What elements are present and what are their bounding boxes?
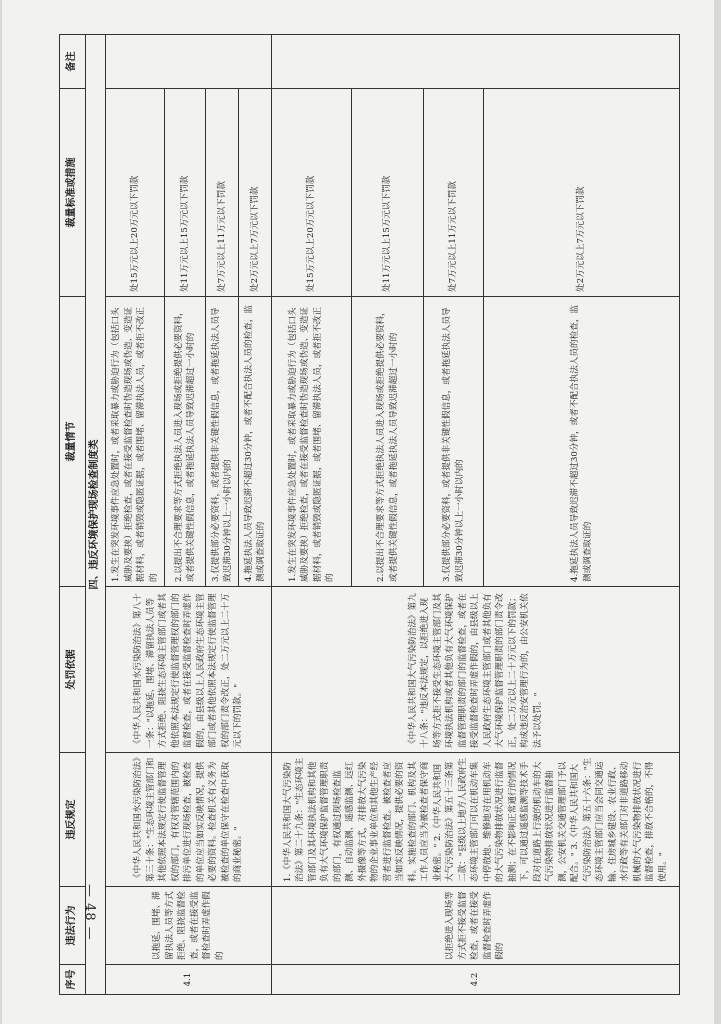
row-serial: 4.1 <box>106 965 272 995</box>
penalty-cell: 处15万元以上20万元以下罚款 <box>272 89 352 297</box>
table-header-row <box>60 35 86 995</box>
row-violated-rule: 1.《中华人民共和国大气污染防治法》第二十九条："生态环境主管部门及其环境执法机构和其他负有大气环境保护监督管理职责的部门，有权通过现场检查监测、自动监测、遥感监测、远红外摄像等方式，对排放大气污染物的企业事业单位和其他生产经营者进行监督检查。被检查者应当如实反映情况，提供必要的资料。实施检查的部门、机构及其工作人员应当为被检查者保守商业秘密。" 2.《中华人民共和国大气污染防治法》第五十三条第二款："县级以上地方人民政府生态环境主管部门可以在机动车集中停放地、维修地对在用机动车的大气污染物排放状况进行监督抽测；在不影响正常通行的情况下，可以通过遥感监测等技术手段对在道路上行驶的机动车的大气污染物排放状况进行监督抽测，公安机关交通管理部门予以配合。" 3.《中华人民共和国大气污染防治法》第五十六条："生态环境主管部门应当会同交通运输、住房城乡建设、农业行政、水行政等有关部门对非道路移动机械的大气污染物排放状况进行监督检查，排放不合格的，不得使用。" <box>272 753 680 887</box>
header-violation: 违法行为 <box>60 887 86 965</box>
page-number: — 48 — <box>82 884 97 941</box>
remarks-cell <box>272 35 680 89</box>
scanned-page <box>2 0 714 1024</box>
circumstance-cell: 1.发生在突发环境事件应急处置时，或者采取暴力或胁迫行为（包括口头威胁及要挟）拒绝检查，或者在接受监督检查时伪造现场或伪造、变造证据材料，或者销毁或隐匿证据，或者围堵、留滞执法人员，或者拒不改正的 <box>106 297 165 587</box>
penalty-cell: 处15万元以上20万元以下罚款 <box>106 89 165 297</box>
header-remarks: 备注 <box>60 35 86 89</box>
circumstance-cell: 4.拖延执法人员导致迟滞不超过30分钟，或者不配合执法人员的检查，监测或调查取证的 <box>239 297 272 587</box>
section-title-row <box>86 35 106 995</box>
table-row <box>106 35 165 995</box>
circumstance-cell: 4.拖延执法人员导致迟滞不超过30分钟，或者不配合执法人员的检查，监测或调查取证的 <box>484 297 680 587</box>
header-circumstance: 裁量情节 <box>60 297 86 587</box>
circumstance-cell: 1.发生在突发环境事件应急处置时，或者采取暴力或胁迫行为（包括口头威胁及要挟）拒绝检查，或者在接受监督检查时伪造现场或伪造、变造证据材料，或者销毁或隐匿证据，或者围堵、留滞执法人员，或者拒不改正的 <box>272 297 352 587</box>
penalty-cell: 处2万元以上7万元以下罚款 <box>239 89 272 297</box>
row-violated-rule: 《中华人民共和国水污染防治法》第三十条："生态环境主管部门和其他依照本法规定行使监督管理权的部门，有权对管辖范围内的排污单位进行现场检查，被检查的单位应当如实反映情况，提供必要的资料。检查机关有义务为被检查的单位保守在检查中获取的商业秘密。" <box>106 753 272 887</box>
circumstance-cell: 2.以提出不合理要求等方式拒绝执法人员进入现场或拒绝提供必要资料，或者提供关键性假信息，或者拖延执法人员导致迟滞超过一小时的 <box>352 297 424 587</box>
row-violation: 以拒绝进入现场等方式拒不接受监督检查，或者在接受监督检查时弄虚作假的 <box>272 887 680 965</box>
header-standard: 裁量标准或措施 <box>60 89 86 297</box>
row-violation: 以拖延、围堵、滞留执法人员等方式拒绝、阻挠监督检查，或者在接受监督检查时弄虚作假的 <box>106 887 272 965</box>
header-serial: 序号 <box>60 965 86 995</box>
circumstance-cell: 3.仅提供部分必要资料，或者提供非关键性假信息，或者拖延执法人员导致迟滞30分钟以上一小时以内的 <box>206 297 239 587</box>
penalty-cell: 处11万元以上15万元以下罚款 <box>352 89 424 297</box>
row-serial: 4.2 <box>272 965 680 995</box>
circumstance-cell: 3.仅提供部分必要资料，或者提供非关键性假信息，或者拖延执法人员导致迟滞30分钟以上一小时以内的 <box>424 297 484 587</box>
row-penalty-basis: 《中华人民共和国水污染防治法》第八十一条："以拖延、围堵、滞留执法人员等方式拒绝、阻挠生态环境主管部门或者其他依照本法规定行使监督管理权的部门的监督检查，或者在接受监督检查时弄虚作假的，由县级以上人民政府生态环境主管部门或者其他依照本法规定行使监督管理权的部门责令改正，处二万元以上二十万元以下的罚款。" <box>106 587 272 753</box>
header-violated-rule: 违反规定 <box>60 753 86 887</box>
row-penalty-basis: 《中华人民共和国大气污染防治法》第九十八条："违反本法规定，以拒绝进入现场等方式拒不接受生态环境主管部门及其环境执法机构或者其他负有大气环境保护监督管理职责的部门的监督检查，或者在接受监督检查时弄虚作假的，由县级以上人民政府生态环境主管部门或者其他负有大气环境保护监督管理职责的部门责令改正，处二万元以上二十万元以下的罚款；构成违反治安管理行为的，由公安机关依法予以处罚。" <box>272 587 680 753</box>
section-title: 四、违反环境保护现场检查制度类 <box>86 35 106 995</box>
penalty-cell: 处7万元以上11万元以下罚款 <box>206 89 239 297</box>
penalty-cell: 处2万元以上7万元以下罚款 <box>484 89 680 297</box>
header-penalty-basis: 处罚依据 <box>60 587 86 753</box>
rotated-table-sheet <box>59 35 679 995</box>
penalty-discretion-table <box>59 34 680 995</box>
table-row <box>272 35 352 995</box>
penalty-cell: 处7万元以上11万元以下罚款 <box>424 89 484 297</box>
remarks-cell <box>106 35 272 89</box>
circumstance-cell: 2.以提出不合理要求等方式拒绝执法人员进入现场或拒绝提供必要资料，或者提供关键性假信息，或者拖延执法人员导致迟滞超过一小时的 <box>165 297 206 587</box>
penalty-cell: 处11万元以上15万元以下罚款 <box>165 89 206 297</box>
